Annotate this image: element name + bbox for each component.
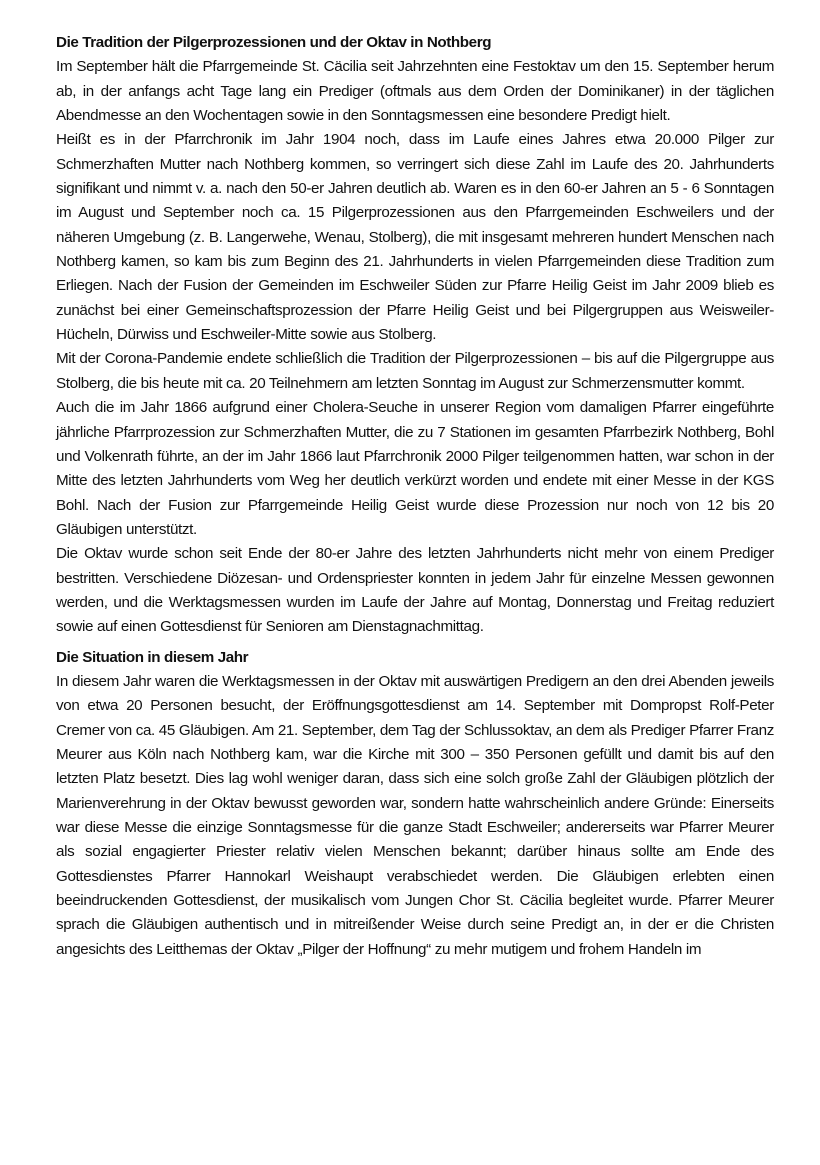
paragraph: Mit der Corona-Pandemie endete schließlich die Tradition der Pilgerprozessionen – bis auf die Pilgergruppe aus Stolberg, die bis heute mit ca. 20 Teilnehmern am letzten Sonntag im August zur Schmerzensmutter kommt. <box>56 350 774 392</box>
paragraph: Die Oktav wurde schon seit Ende der 80-er Jahre des letzten Jahrhunderts nicht mehr von einem Prediger bestritten. Verschiedene Diözesan- und Ordenspriester konnten in jedem Jahr für einzelne Messen gewonnen werden, und die Werktagsmessen wurden im Laufe der Jahre auf Montag, Donnerstag und Freitag reduziert sowie auf einen Gottesdienst für Senioren am Dienstagnachmittag. <box>56 545 774 636</box>
document-page <box>56 31 774 962</box>
section-heading: Die Tradition der Pilgerprozessionen und der Oktav in Nothberg <box>56 34 492 51</box>
section-heading: Die Situation in diesem Jahr <box>56 648 249 666</box>
section-tradition <box>56 31 774 640</box>
paragraph: In diesem Jahr waren die Werktagsmessen in der Oktav mit auswärtigen Predigern an den drei Abenden jeweils von etwa 20 Personen besucht, der Eröffnungsgottesdienst am 14. September mit Dompropst Rolf-Peter Cremer von ca. 45 Gläubigen. Am 21. September, dem Tag der Schlussoktav, an dem als Prediger Pfarrer Franz Meurer aus Köln nach Nothberg kam, war die Kirche mit 300 – 350 Personen gefüllt und damit bis auf den letzten Platz besetzt. Dies lag wohl weniger daran, dass sich eine solch große Zahl der Gläubigen plötzlich der Marienverehrung in der Oktav bewusst geworden war, sondern hatte wahrscheinlich andere Gründe: Einerseits war diese Messe die einzige Sonntagsmesse für die ganze Stadt Eschweiler; andererseits war Pfarrer Meurer als sozial engagierter Priester relativ vielen Menschen bekannt; darüber hinaus sollte am Ende des Gottesdienstes Pfarrer Hannokarl Weishaupt verabschiedet werden. Die Gläubigen erlebten einen beeindruckenden Gottesdienst, der musikalisch vom Jungen Chor St. Cäcilia begleitet wurde. Pfarrer Meurer sprach die Gläubigen authentisch und in mitreißender Weise durch seine Predigt an, in der er die Christen angesichts des Leitthemas der Oktav „Pilger der Hoffnung“ zu mehr mutigem und frohem Handeln im <box>56 672 774 958</box>
section-situation <box>56 646 774 962</box>
paragraph: Im September hält die Pfarrgemeinde St. Cäcilia seit Jahrzehnten eine Festoktav um den 15. September herum ab, in der anfangs acht Tage lang ein Prediger (oftmals aus dem Orden der Dominikaner) in der täglichen Abendmesse an den Wochentagen sowie in den Sonntagsmessen eine besondere Predigt hielt. <box>56 58 774 125</box>
paragraph: Heißt es in der Pfarrchronik im Jahr 1904 noch, dass im Laufe eines Jahres etwa 20.000 Pilger zur Schmerzhaften Mutter nach Nothberg kommen, so verringert sich diese Zahl im Laufe des 20. Jahrhunderts signifikant und nimmt v. a. nach den 50-er Jahren deutlich ab. Waren es in den 60-er Jahren an 5 - 6 Sonntagen im August und September noch ca. 15 Pilgerprozessionen aus den Pfarrgemeinden Eschweilers und der näheren Umgebung (z. B. Langerwehe, Wenau, Stolberg), die mit insgesamt mehreren hundert Menschen nach Nothberg kamen, so kam bis zum Beginn des 21. Jahrhunderts in vielen Pfarrgemeinden diese Tradition zum Erliegen. Nach der Fusion der Gemeinden im Eschweiler Süden zur Pfarre Heilig Geist im Jahr 2009 blieb es zunächst bei einer Gemeinschaftsprozession der Pfarre Heilig Geist und bei Pilgergruppen aus Weisweiler-Hücheln, Dürwiss und Eschweiler-Mitte sowie aus Stolberg. <box>56 131 774 344</box>
paragraph: Auch die im Jahr 1866 aufgrund einer Cholera-Seuche in unserer Region vom damaligen Pfarrer eingeführte jährliche Pfarrprozession zur Schmerzhaften Mutter, die zu 7 Stationen im gesamten Pfarrbezirk Nothberg, Bohl und Volkenrath führte, an der im Jahr 1866 laut Pfarrchronik 2000 Pilger teilgenommen hatten, war schon in der Mitte des letzten Jahrhunderts vom Weg her deutlich verkürzt worden und endete mit einer Messe in der KGS Bohl. Nach der Fusion zur Pfarrgemeinde Heilig Geist wurde diese Prozession nur noch von 12 bis 20 Gläubigen unterstützt. <box>56 399 774 538</box>
